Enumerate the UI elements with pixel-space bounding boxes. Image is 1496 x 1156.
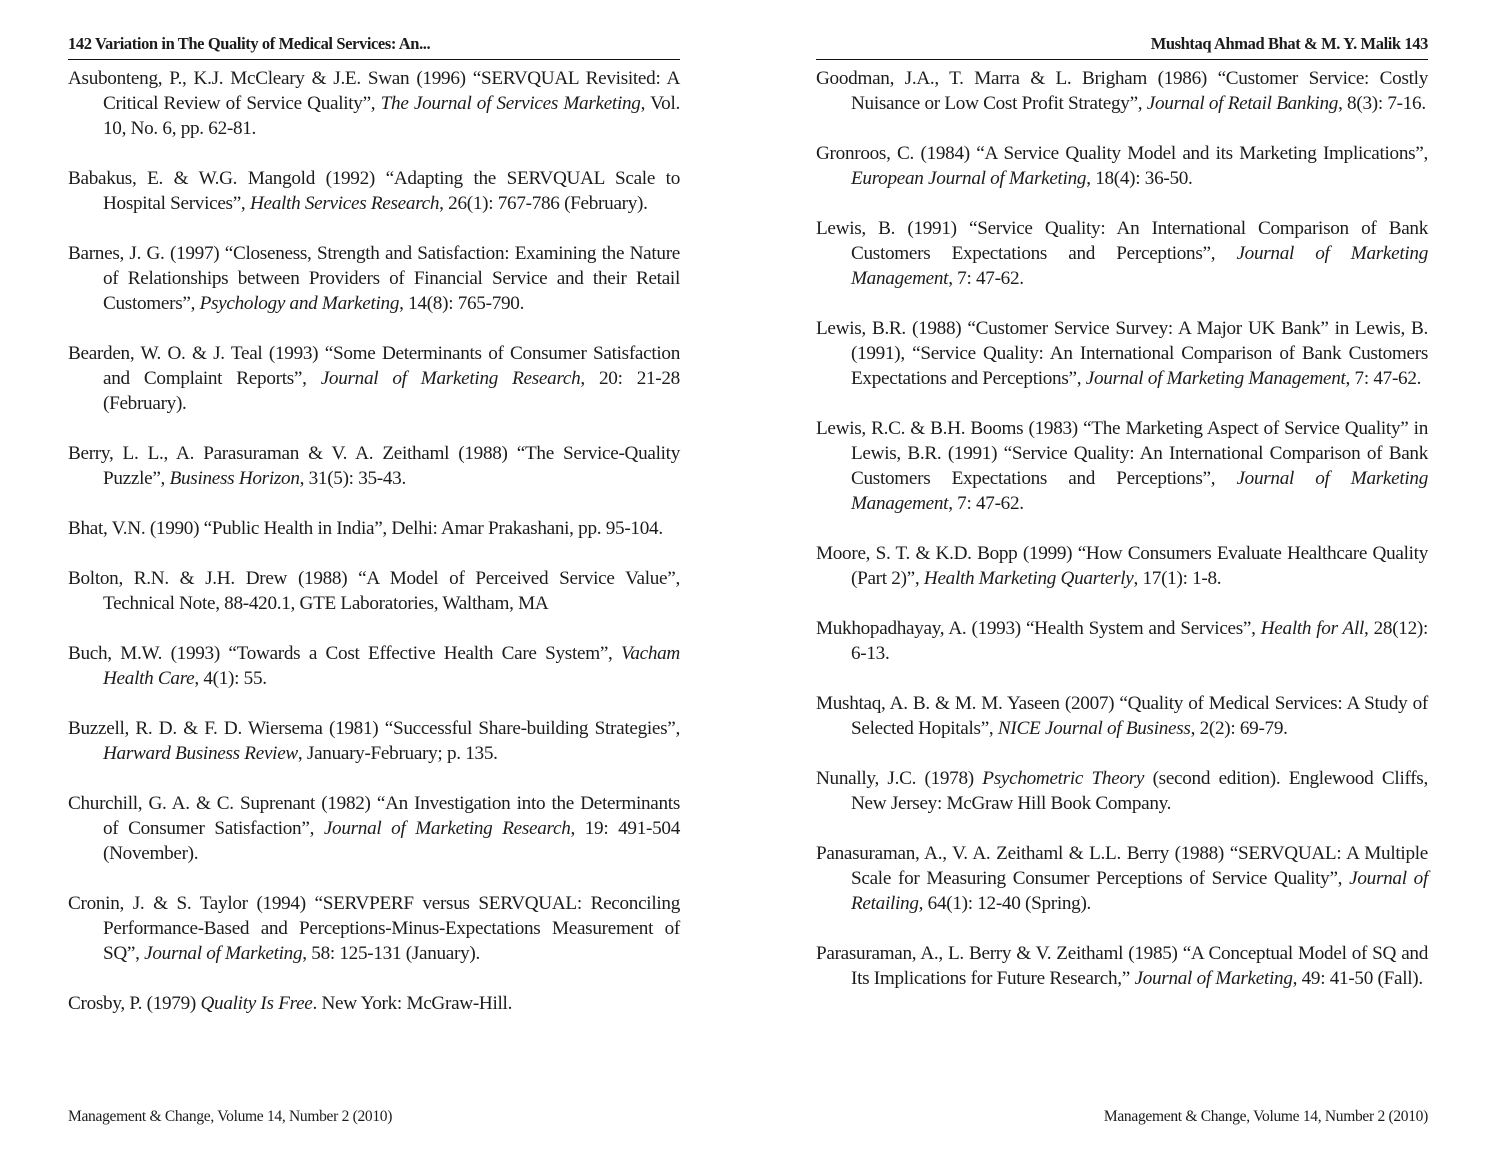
reference-item: Lewis, B. (1991) “Service Quality: An International Comparison of Bank Customers Expectations and Perceptions”, Journal of Marketing Management, 7: 47-62.: [816, 218, 1428, 289]
reference-item: Bhat, V.N. (1990) “Public Health in India”, Delhi: Amar Prakashani, pp. 95-104.: [68, 518, 663, 539]
reference-item: Churchill, G. A. & C. Suprenant (1982) “An Investigation into the Determinants of Consumer Satisfaction”, Journal of Marketing Research, 19: 491-504 (November).: [68, 793, 680, 864]
reference-item: Lewis, B.R. (1988) “Customer Service Survey: A Major UK Bank” in Lewis, B. (1991), “Service Quality: An International Comparison of Bank Customers Expectations and Perceptions”, Journal of Marketing Management, 7: 47-62.: [816, 318, 1428, 389]
reference-item: Parasuraman, A., L. Berry & V. Zeithaml (1985) “A Conceptual Model of SQ and Its Implications for Future Research,” Journal of Marketing, 49: 41-50 (Fall).: [816, 943, 1428, 989]
left-page: [68, 0, 680, 1156]
reference-item: Crosby, P. (1979) Quality Is Free. New York: McGraw-Hill.: [68, 993, 513, 1014]
reference-item: Babakus, E. & W.G. Mangold (1992) “Adapting the SERVQUAL Scale to Hospital Services”, Health Services Research, 26(1): 767-786 (February).: [68, 168, 680, 214]
reference-item: Buzzell, R. D. & F. D. Wiersema (1981) “Successful Share-building Strategies”, Harward Business Review, January-February; p. 135.: [68, 718, 680, 764]
left-reference-list: [68, 66, 680, 1016]
reference-item: Nunally, J.C. (1978) Psychometric Theory (second edition). Englewood Cliffs, New Jersey: McGraw Hill Book Company.: [816, 768, 1428, 814]
reference-item: Lewis, R.C. & B.H. Booms (1983) “The Marketing Aspect of Service Quality” in Lewis, B.R. (1991) “Service Quality: An International Comparison of Bank Customers Expectations and Perceptions”, Journal of Marketing Management, 7: 47-62.: [816, 418, 1428, 514]
left-running-header: 142 Variation in The Quality of Medical Services: An...: [68, 33, 680, 60]
reference-item: Bearden, W. O. & J. Teal (1993) “Some Determinants of Consumer Satisfaction and Complaint Reports”, Journal of Marketing Research, 20: 21-28 (February).: [68, 343, 680, 414]
reference-item: Mushtaq, A. B. & M. M. Yaseen (2007) “Quality of Medical Services: A Study of Selected Hopitals”, NICE Journal of Business, 2(2): 69-79.: [816, 693, 1428, 739]
reference-item: Berry, L. L., A. Parasuraman & V. A. Zeithaml (1988) “The Service-Quality Puzzle”, Business Horizon, 31(5): 35-43.: [68, 443, 680, 489]
reference-item: Asubonteng, P., K.J. McCleary & J.E. Swan (1996) “SERVQUAL Revisited: A Critical Review of Service Quality”, The Journal of Services Marketing, Vol. 10, No. 6, pp. 62-81.: [68, 68, 680, 139]
right-reference-list: [816, 66, 1428, 991]
reference-item: Goodman, J.A., T. Marra & L. Brigham (1986) “Customer Service: Costly Nuisance or Low Cost Profit Strategy”, Journal of Retail Banking, 8(3): 7-16.: [816, 68, 1428, 114]
reference-item: Mukhopadhayay, A. (1993) “Health System and Services”, Health for All, 28(12): 6-13.: [816, 618, 1428, 664]
reference-item: Gronroos, C. (1984) “A Service Quality Model and its Marketing Implications”, European Journal of Marketing, 18(4): 36-50.: [816, 143, 1428, 189]
reference-item: Cronin, J. & S. Taylor (1994) “SERVPERF versus SERVQUAL: Reconciling Performance-Based and Perceptions-Minus-Expectations Measurement of SQ”, Journal of Marketing, 58: 125-131 (January).: [68, 893, 680, 964]
reference-item: Bolton, R.N. & J.H. Drew (1988) “A Model of Perceived Service Value”, Technical Note, 88-420.1, GTE Laboratories, Waltham, MA: [68, 568, 680, 614]
reference-item: Moore, S. T. & K.D. Bopp (1999) “How Consumers Evaluate Healthcare Quality (Part 2)”, Health Marketing Quarterly, 17(1): 1-8.: [816, 543, 1428, 589]
right-running-header: Mushtaq Ahmad Bhat & M. Y. Malik 143: [816, 33, 1428, 60]
right-footer: Management & Change, Volume 14, Number 2 (2010): [1103, 1108, 1428, 1125]
reference-item: Barnes, J. G. (1997) “Closeness, Strength and Satisfaction: Examining the Nature of Relationships between Providers of Financial Service and their Retail Customers”, Psychology and Marketing, 14(8): 765-790.: [68, 243, 680, 314]
reference-item: Panasuraman, A., V. A. Zeithaml & L.L. Berry (1988) “SERVQUAL: A Multiple Scale for Measuring Consumer Perceptions of Service Quality”, Journal of Retailing, 64(1): 12-40 (Spring).: [816, 843, 1428, 914]
reference-item: Buch, M.W. (1993) “Towards a Cost Effective Health Care System”, Vacham Health Care, 4(1): 55.: [68, 643, 680, 689]
left-footer: Management & Change, Volume 14, Number 2 (2010): [68, 1108, 393, 1125]
right-page: [816, 0, 1428, 1156]
